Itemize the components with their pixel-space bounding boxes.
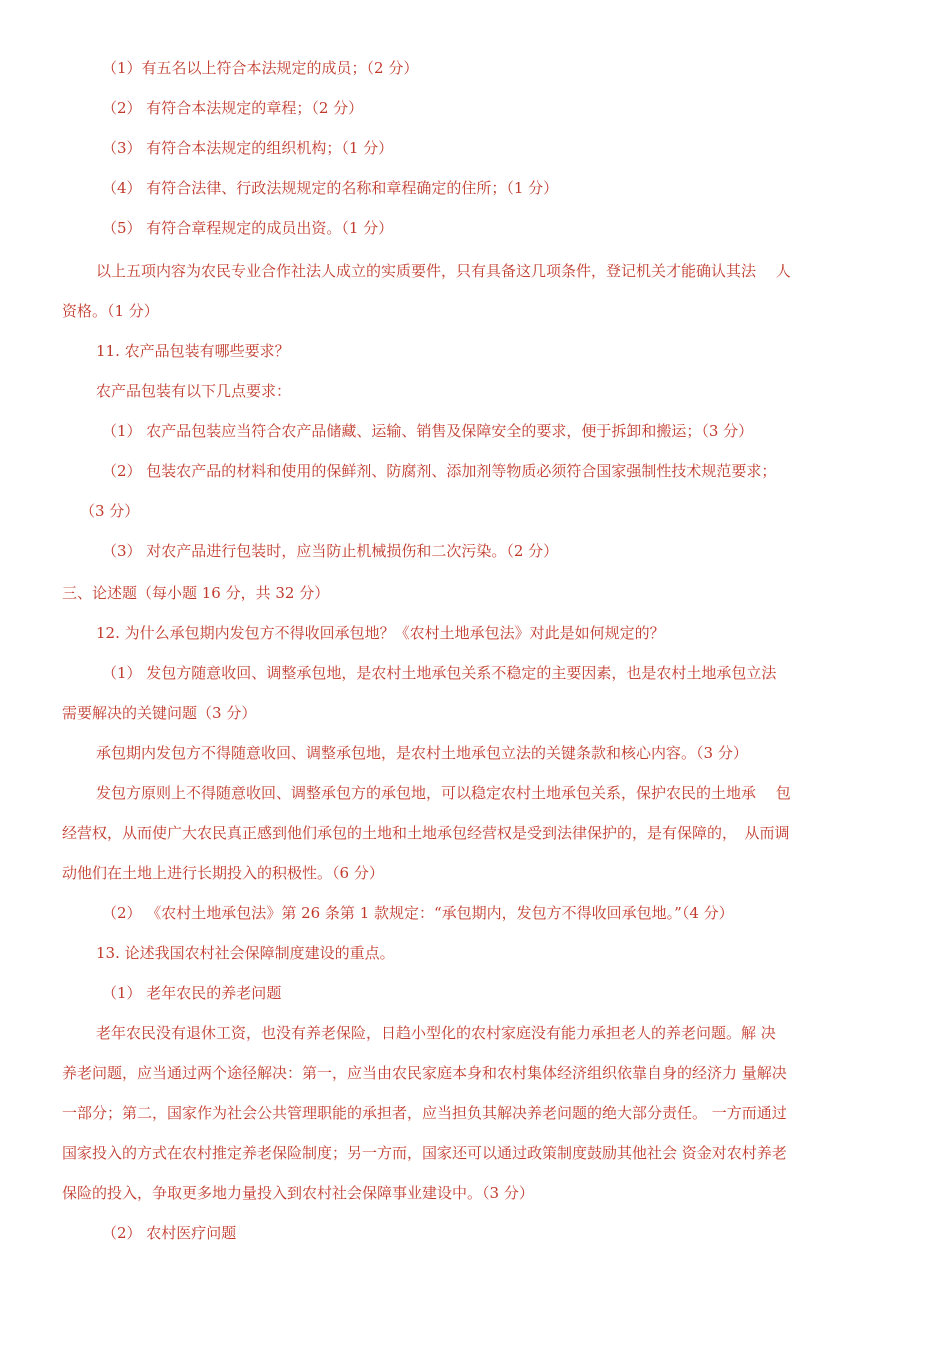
paragraph-line: 国家投入的方式在农村推定养老保险制度；另一方而，国家还可以通过政策制度鼓励其他社会 资金对农村养老 [62, 1144, 787, 1162]
paragraph-line: 老年农民没有退休工资，也没有养老保险，日趋小型化的农村家庭没有能力承担老人的养老问题。解 决 [96, 1024, 776, 1042]
paragraph-line: 保险的投入，争取更多地力量投入到农村社会保障事业建设中。（3 分） [62, 1184, 534, 1202]
section-heading: 三、论述题（每小题 16 分，共 32 分） [62, 584, 330, 602]
paragraph-line: 养老问题，应当通过两个途径解决：第一，应当由农民家庭本身和农村集体经济组织依靠自身的经济力 量解决 [62, 1064, 787, 1082]
paragraph-line: 经营权，从而使广大农民真正感到他们承包的土地和土地承包经营权是受到法律保护的，是有保障的， 从而调 [62, 824, 790, 842]
paragraph-line: 农产品包装有以下几点要求： [96, 382, 292, 400]
answer-item-3: （3） 对农产品进行包装时，应当防止机械损伤和二次污染。（2 分） [102, 542, 559, 560]
paragraph-line: 承包期内发包方不得随意收回、调整承包地，是农村土地承包立法的关键条款和核心内容。（3 分） [96, 744, 748, 762]
condition-item-2: （2） 有符合本法规定的章程；（2 分） [102, 99, 364, 117]
question-13-heading: 13. 论述我国农村社会保障制度建设的重点。 [96, 944, 395, 962]
paragraph-line: 发包方原则上不得随意收回、调整承包方的承包地，可以稳定农村土地承包关系，保护农民的土地承 包 [96, 784, 791, 802]
paragraph-line: 动他们在土地上进行长期投入的积极性。（6 分） [62, 864, 384, 882]
condition-item-5: （5） 有符合章程规定的成员出资。（1 分） [102, 219, 394, 237]
paragraph-line: 一部分；第二，国家作为社会公共管理职能的承担者，应当担负其解决养老问题的绝大部分责任。 一方而通过 [62, 1104, 787, 1122]
answer-item-2: （2） 农村医疗问题 [102, 1224, 237, 1242]
paragraph-line: 需要解决的关键问题（3 分） [62, 704, 257, 722]
answer-item-2: （2） 《农村土地承包法》第 26 条第 1 款规定：“承包期内，发包方不得收回承包地。”（4 分） [102, 904, 734, 922]
answer-item-1: （1） 发包方随意收回、调整承包地，是农村土地承包关系不稳定的主要因素，也是农村土地承包立法 [102, 664, 777, 682]
paragraph-line: 以上五项内容为农民专业合作社法人成立的实质要件，只有具备这几项条件，登记机关才能确认其法 人 [96, 262, 791, 280]
paragraph-line: 资格。（1 分） [62, 302, 159, 320]
condition-item-1: （1）有五名以上符合本法规定的成员；（2 分） [102, 59, 419, 77]
question-11-heading: 11. 农产品包装有哪些要求？ [96, 342, 290, 360]
answer-item-2: （2） 包装农产品的材料和使用的保鲜剂、防腐剂、添加剂等物质必须符合国家强制性技术规范要求； [102, 462, 777, 480]
answer-item-1: （1） 老年农民的养老问题 [102, 984, 282, 1002]
condition-item-3: （3） 有符合本法规定的组织机构；（1 分） [102, 139, 394, 157]
score-note: （3 分） [80, 502, 140, 520]
question-12-heading: 12. 为什么承包期内发包方不得收回承包地？《农村土地承包法》对此是如何规定的？ [96, 624, 665, 642]
answer-item-1: （1） 农产品包装应当符合农产品储藏、运输、销售及保障安全的要求，便于拆卸和搬运；（3 分） [102, 422, 754, 440]
condition-item-4: （4） 有符合法律、行政法规规定的名称和章程确定的住所；（1 分） [102, 179, 559, 197]
